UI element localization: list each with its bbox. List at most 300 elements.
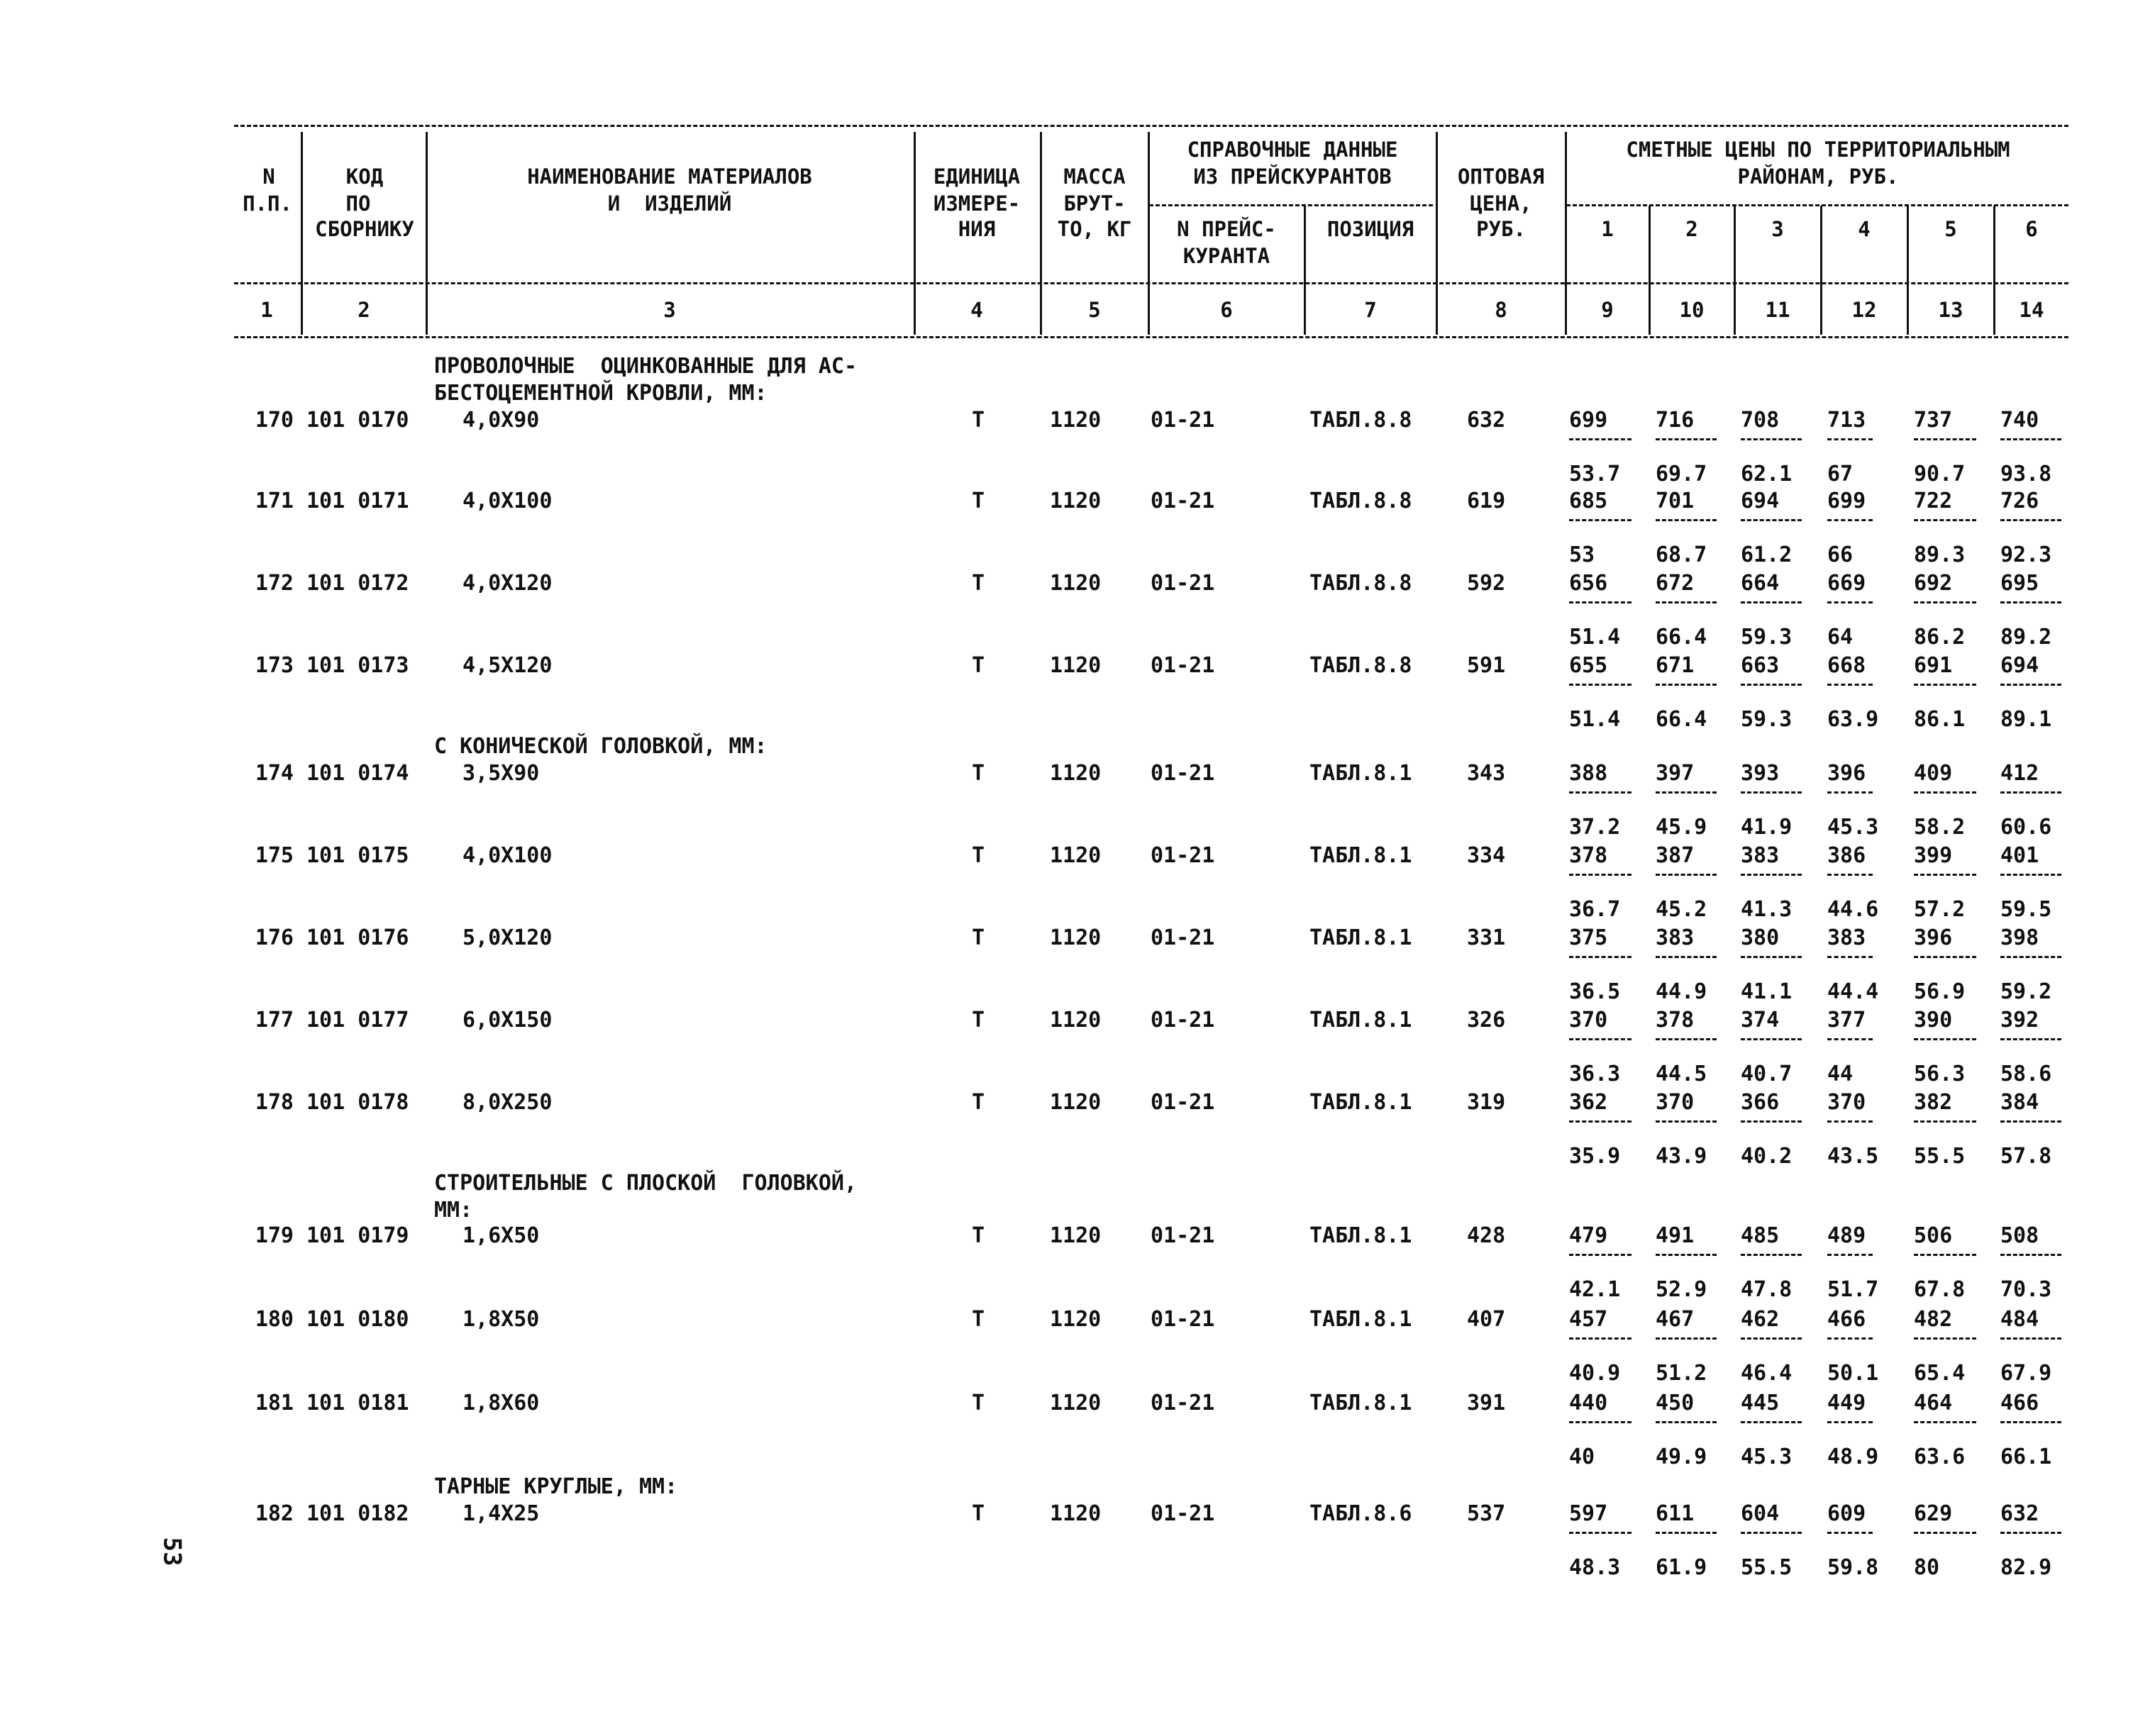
row-174-region-1-fraction-line (1569, 791, 1632, 794)
row-177-region-1-transport: 36.3 (1569, 1062, 1621, 1086)
hdr-region-2: 2 (1685, 217, 1698, 241)
row-180-price_list: 01-21 (1151, 1307, 1215, 1332)
row-172-region-1-transport: 51.4 (1569, 625, 1621, 650)
header-bottom-rule (234, 336, 2068, 338)
section-title-1-l1: ПРОВОЛОЧНЫЕ ОЦИНКОВАННЫЕ ДЛЯ АС- (434, 354, 858, 379)
row-170-region-2-fraction-line (1656, 438, 1717, 440)
row-176-region-4-fraction-line (1827, 956, 1873, 958)
row-180-region-2-price: 467 (1656, 1307, 1695, 1332)
row-180-region-5-transport: 65.4 (1914, 1361, 1966, 1386)
hdr-region-5: 5 (1944, 217, 1957, 241)
row-170-unit: Т (972, 408, 985, 433)
colnum-11: 11 (1765, 298, 1790, 322)
row-180-position: ТАБЛ.8.1 (1309, 1307, 1412, 1332)
row-173-region-6-price: 694 (2000, 653, 2039, 678)
row-170-region-6-transport: 93.8 (2000, 462, 2052, 486)
row-179-region-2-transport: 52.9 (1656, 1277, 1707, 1302)
row-179-region-6-transport: 70.3 (2000, 1277, 2052, 1302)
row-172-name: 4,0X120 (462, 571, 553, 596)
row-171-region-3-fraction-line (1741, 519, 1802, 521)
row-174-region-6-fraction-line (2000, 791, 2061, 794)
row-170-name: 4,0X90 (462, 408, 540, 433)
row-181-region-2-transport: 49.9 (1656, 1445, 1707, 1469)
row-179-region-6-price: 508 (2000, 1223, 2039, 1248)
hdr-estimate-group-l1: СМЕТНЫЕ ЦЕНЫ ПО ТЕРРИТОРИАЛЬНЫМ (1626, 138, 2010, 162)
row-170-position: ТАБЛ.8.8 (1309, 408, 1412, 433)
row-174-mass: 1120 (1050, 761, 1102, 786)
row-181-region-6-transport: 66.1 (2000, 1445, 2052, 1469)
row-171-unit: Т (972, 489, 985, 513)
row-173-region-6-transport: 89.1 (2000, 707, 2052, 732)
row-179-n: 179 (255, 1223, 294, 1248)
row-171-region-1-fraction-line (1569, 519, 1632, 521)
row-182-price_list: 01-21 (1151, 1501, 1215, 1526)
row-173-region-1-price: 655 (1569, 653, 1608, 678)
row-175-region-6-fraction-line (2000, 874, 2061, 876)
row-180-region-1-fraction-line (1569, 1337, 1632, 1340)
hdr-col7: ПОЗИЦИЯ (1326, 217, 1414, 241)
row-176-region-6-transport: 59.2 (2000, 979, 2052, 1004)
row-180-mass: 1120 (1050, 1307, 1102, 1332)
row-175-region-6-price: 401 (2000, 843, 2039, 868)
row-182-region-6-price: 632 (2000, 1501, 2039, 1526)
row-172-region-5-transport: 86.2 (1914, 625, 1966, 650)
colnum-6: 6 (1220, 298, 1233, 322)
row-171-wholesale: 619 (1467, 489, 1506, 513)
row-179-region-1-price: 479 (1569, 1223, 1608, 1248)
row-178-n: 178 (255, 1090, 294, 1115)
row-178-name: 8,0X250 (462, 1090, 553, 1115)
row-172-wholesale: 592 (1467, 571, 1506, 596)
row-177-region-5-fraction-line (1914, 1038, 1976, 1040)
row-173-region-4-price: 668 (1827, 653, 1866, 678)
hdr-col8-l3: РУБ. (1476, 217, 1526, 241)
colnum-3: 3 (663, 298, 676, 322)
row-174-name: 3,5X90 (462, 761, 540, 786)
table-top-rule (234, 125, 2068, 127)
sep-5 (1148, 132, 1150, 335)
row-182-position: ТАБЛ.8.6 (1309, 1501, 1412, 1526)
row-175-region-3-price: 383 (1741, 843, 1780, 868)
colnum-7: 7 (1364, 298, 1377, 322)
row-180-region-6-price: 484 (2000, 1307, 2039, 1332)
row-175-region-4-fraction-line (1827, 874, 1873, 876)
row-176-region-6-price: 398 (2000, 925, 2039, 950)
row-174-region-2-price: 397 (1656, 761, 1695, 786)
row-179-unit: Т (972, 1223, 985, 1248)
row-174-code: 101 0174 (306, 761, 409, 786)
row-181-n: 181 (255, 1391, 294, 1415)
row-181-region-5-transport: 63.6 (1914, 1445, 1966, 1469)
row-178-unit: Т (972, 1090, 985, 1115)
row-170-region-3-price: 708 (1741, 408, 1780, 433)
row-174-region-3-transport: 41.9 (1741, 815, 1793, 840)
row-174-n: 174 (255, 761, 294, 786)
row-178-region-1-fraction-line (1569, 1120, 1632, 1123)
row-175-region-2-transport: 45.2 (1656, 897, 1707, 922)
row-181-region-4-transport: 48.9 (1827, 1445, 1879, 1469)
row-182-region-1-price: 597 (1569, 1501, 1608, 1526)
row-177-wholesale: 326 (1467, 1008, 1506, 1033)
colnum-9: 9 (1601, 298, 1614, 322)
row-182-region-4-transport: 59.8 (1827, 1555, 1879, 1580)
row-171-mass: 1120 (1050, 489, 1102, 513)
sep-10 (1734, 206, 1736, 335)
row-173-region-5-price: 691 (1914, 653, 1953, 678)
row-180-region-3-price: 462 (1741, 1307, 1780, 1332)
row-173-mass: 1120 (1050, 653, 1102, 678)
row-182-region-4-price: 609 (1827, 1501, 1866, 1526)
row-177-region-6-fraction-line (2000, 1038, 2061, 1040)
row-177-n: 177 (255, 1008, 294, 1033)
row-180-region-2-transport: 51.2 (1656, 1361, 1707, 1386)
row-172-region-4-fraction-line (1827, 601, 1873, 603)
row-181-region-3-price: 445 (1741, 1391, 1780, 1415)
row-173-region-4-transport: 63.9 (1827, 707, 1879, 732)
row-173-region-2-price: 671 (1656, 653, 1695, 678)
row-171-region-3-price: 694 (1741, 489, 1780, 513)
row-171-region-4-price: 699 (1827, 489, 1866, 513)
row-178-region-6-fraction-line (2000, 1120, 2061, 1123)
row-171-region-2-price: 701 (1656, 489, 1695, 513)
row-175-code: 101 0175 (306, 843, 409, 868)
row-178-region-4-fraction-line (1827, 1120, 1873, 1123)
row-170-region-2-price: 716 (1656, 408, 1695, 433)
row-177-region-4-price: 377 (1827, 1008, 1866, 1033)
row-171-position: ТАБЛ.8.8 (1309, 489, 1412, 513)
row-170-price_list: 01-21 (1151, 408, 1215, 433)
hdr-col8-l2: ЦЕНА, (1470, 191, 1532, 216)
row-177-unit: Т (972, 1008, 985, 1033)
row-172-region-2-fraction-line (1656, 601, 1717, 603)
row-176-region-2-price: 383 (1656, 925, 1695, 950)
row-181-price_list: 01-21 (1151, 1391, 1215, 1415)
row-173-region-2-fraction-line (1656, 684, 1717, 686)
colnum-5: 5 (1088, 298, 1101, 322)
row-180-code: 101 0180 (306, 1307, 409, 1332)
row-175-region-6-transport: 59.5 (2000, 897, 2052, 922)
row-181-region-5-fraction-line (1914, 1421, 1976, 1423)
row-181-region-2-fraction-line (1656, 1421, 1717, 1423)
row-177-region-5-transport: 56.3 (1914, 1062, 1966, 1086)
row-172-n: 172 (255, 571, 294, 596)
row-180-region-4-fraction-line (1827, 1337, 1873, 1340)
row-182-region-6-transport: 82.9 (2000, 1555, 2052, 1580)
row-174-region-5-fraction-line (1914, 791, 1976, 794)
row-177-region-1-fraction-line (1569, 1038, 1632, 1040)
row-170-region-1-fraction-line (1569, 438, 1632, 440)
colnum-8: 8 (1495, 298, 1507, 322)
row-176-region-5-price: 396 (1914, 925, 1953, 950)
row-179-region-1-fraction-line (1569, 1254, 1632, 1256)
row-177-region-3-fraction-line (1741, 1038, 1802, 1040)
colnum-12: 12 (1851, 298, 1877, 322)
row-181-region-1-transport: 40 (1569, 1445, 1595, 1469)
page-number: 53 (157, 1537, 187, 1567)
row-172-region-3-transport: 59.3 (1741, 625, 1793, 650)
row-178-region-4-price: 370 (1827, 1090, 1866, 1115)
row-182-n: 182 (255, 1501, 294, 1526)
row-170-region-1-price: 699 (1569, 408, 1608, 433)
row-181-region-4-fraction-line (1827, 1421, 1873, 1423)
row-171-region-4-fraction-line (1827, 519, 1873, 521)
row-182-region-2-price: 611 (1656, 1501, 1695, 1526)
row-173-region-4-fraction-line (1827, 684, 1873, 686)
row-178-region-3-price: 366 (1741, 1090, 1780, 1115)
row-172-region-2-transport: 66.4 (1656, 625, 1707, 650)
row-182-region-1-transport: 48.3 (1569, 1555, 1621, 1580)
row-182-unit: Т (972, 1501, 985, 1526)
colnum-14: 14 (2019, 298, 2044, 322)
row-178-region-6-transport: 57.8 (2000, 1144, 2052, 1169)
hdr-col6-l2: КУРАНТА (1182, 244, 1270, 268)
row-173-wholesale: 591 (1467, 653, 1506, 678)
row-181-name: 1,8X60 (462, 1391, 540, 1415)
sep-11 (1820, 206, 1822, 335)
row-180-region-3-fraction-line (1741, 1337, 1802, 1340)
row-179-region-2-fraction-line (1656, 1254, 1717, 1256)
row-170-region-3-fraction-line (1741, 438, 1802, 440)
row-172-region-1-fraction-line (1569, 601, 1632, 603)
row-173-region-6-fraction-line (2000, 684, 2061, 686)
row-170-region-6-price: 740 (2000, 408, 2039, 433)
row-179-region-6-fraction-line (2000, 1254, 2061, 1256)
row-173-unit: Т (972, 653, 985, 678)
hdr-region-1: 1 (1601, 217, 1614, 241)
row-177-region-6-price: 392 (2000, 1008, 2039, 1033)
row-180-unit: Т (972, 1307, 985, 1332)
row-182-region-3-transport: 55.5 (1741, 1555, 1793, 1580)
row-172-position: ТАБЛ.8.8 (1309, 571, 1412, 596)
row-173-region-5-fraction-line (1914, 684, 1976, 686)
row-182-region-5-transport: 80 (1914, 1555, 1940, 1580)
row-172-region-4-transport: 64 (1827, 625, 1854, 650)
row-173-region-1-transport: 51.4 (1569, 707, 1621, 732)
section-title-4: ТАРНЫЕ КРУГЛЫЕ, ММ: (434, 1474, 678, 1499)
section-title-3-l1: СТРОИТЕЛЬНЫЕ С ПЛОСКОЙ ГОЛОВКОЙ, (434, 1171, 858, 1196)
row-181-wholesale: 391 (1467, 1391, 1506, 1415)
sep-13 (1993, 206, 1995, 335)
hdr-region-3: 3 (1771, 217, 1784, 241)
row-177-region-3-transport: 40.7 (1741, 1062, 1793, 1086)
row-178-region-4-transport: 43.5 (1827, 1144, 1879, 1169)
row-174-region-4-fraction-line (1827, 791, 1873, 794)
row-172-region-5-fraction-line (1914, 601, 1976, 603)
row-177-region-2-transport: 44.5 (1656, 1062, 1707, 1086)
row-177-region-3-price: 374 (1741, 1008, 1780, 1033)
row-178-region-6-price: 384 (2000, 1090, 2039, 1115)
row-176-region-6-fraction-line (2000, 956, 2061, 958)
row-179-region-3-fraction-line (1741, 1254, 1802, 1256)
row-177-name: 6,0X150 (462, 1008, 553, 1033)
row-170-region-4-price: 713 (1827, 408, 1866, 433)
row-176-region-1-transport: 36.5 (1569, 979, 1621, 1004)
sep-4 (1040, 132, 1042, 335)
row-180-region-1-transport: 40.9 (1569, 1361, 1621, 1386)
row-182-region-2-transport: 61.9 (1656, 1555, 1707, 1580)
row-171-region-6-fraction-line (2000, 519, 2061, 521)
row-172-region-5-price: 692 (1914, 571, 1953, 596)
row-180-wholesale: 407 (1467, 1307, 1506, 1332)
row-178-region-1-transport: 35.9 (1569, 1144, 1621, 1169)
section-title-2: С КОНИЧЕСКОЙ ГОЛОВКОЙ, ММ: (434, 734, 768, 759)
row-175-region-2-price: 387 (1656, 843, 1695, 868)
colnum-2: 2 (358, 298, 370, 322)
row-171-region-6-price: 726 (2000, 489, 2039, 513)
row-171-region-1-price: 685 (1569, 489, 1608, 513)
hdr-col4-l3: НИЯ (958, 217, 996, 241)
row-178-region-3-transport: 40.2 (1741, 1144, 1793, 1169)
row-181-region-5-price: 464 (1914, 1391, 1953, 1415)
row-172-code: 101 0172 (306, 571, 409, 596)
row-182-region-4-fraction-line (1827, 1532, 1873, 1534)
row-176-region-5-fraction-line (1914, 956, 1976, 958)
row-176-region-3-fraction-line (1741, 956, 1802, 958)
row-170-region-5-transport: 90.7 (1914, 462, 1966, 486)
row-175-wholesale: 334 (1467, 843, 1506, 868)
row-172-region-4-price: 669 (1827, 571, 1866, 596)
hdr-col4-l2: ИЗМЕРЕ- (933, 191, 1021, 216)
row-182-mass: 1120 (1050, 1501, 1102, 1526)
row-179-region-5-price: 506 (1914, 1223, 1953, 1248)
row-176-region-1-fraction-line (1569, 956, 1632, 958)
row-174-region-4-price: 396 (1827, 761, 1866, 786)
row-176-region-4-transport: 44.4 (1827, 979, 1879, 1004)
sep-2 (426, 132, 428, 335)
hdr-col1-l1: N (262, 165, 275, 189)
row-175-region-4-transport: 44.6 (1827, 897, 1879, 922)
row-174-region-6-price: 412 (2000, 761, 2039, 786)
row-178-region-5-fraction-line (1914, 1120, 1976, 1123)
row-177-position: ТАБЛ.8.1 (1309, 1008, 1412, 1033)
hdr-estimate-group-l2: РАЙОНАМ, РУБ. (1737, 165, 1899, 189)
row-174-region-2-fraction-line (1656, 791, 1717, 794)
row-170-code: 101 0170 (306, 408, 409, 433)
row-181-unit: Т (972, 1391, 985, 1415)
row-176-region-4-price: 383 (1827, 925, 1866, 950)
row-174-wholesale: 343 (1467, 761, 1506, 786)
row-181-position: ТАБЛ.8.1 (1309, 1391, 1412, 1415)
row-172-region-3-price: 664 (1741, 571, 1780, 596)
row-178-region-5-transport: 55.5 (1914, 1144, 1966, 1169)
group-sub-rule-67 (1149, 204, 1433, 206)
row-182-wholesale: 537 (1467, 1501, 1506, 1526)
row-174-region-3-fraction-line (1741, 791, 1802, 794)
section-title-3-l2: ММ: (434, 1198, 473, 1223)
row-177-region-4-transport: 44 (1827, 1062, 1854, 1086)
colnum-10: 10 (1679, 298, 1705, 322)
row-180-region-6-transport: 67.9 (2000, 1361, 2052, 1386)
row-175-region-5-fraction-line (1914, 874, 1976, 876)
row-176-unit: Т (972, 925, 985, 950)
row-182-region-5-fraction-line (1914, 1532, 1976, 1534)
row-181-region-3-fraction-line (1741, 1421, 1802, 1423)
row-171-region-3-transport: 61.2 (1741, 542, 1793, 567)
row-173-name: 4,5X120 (462, 653, 553, 678)
row-181-region-4-price: 449 (1827, 1391, 1866, 1415)
row-179-region-5-fraction-line (1914, 1254, 1976, 1256)
row-180-name: 1,8X50 (462, 1307, 540, 1332)
row-181-region-6-price: 466 (2000, 1391, 2039, 1415)
row-181-mass: 1120 (1050, 1391, 1102, 1415)
row-174-unit: Т (972, 761, 985, 786)
row-170-region-4-fraction-line (1827, 438, 1873, 440)
row-175-region-3-fraction-line (1741, 874, 1802, 876)
colnum-4: 4 (970, 298, 983, 322)
row-175-region-5-transport: 57.2 (1914, 897, 1966, 922)
row-172-region-2-price: 672 (1656, 571, 1695, 596)
row-176-region-1-price: 375 (1569, 925, 1608, 950)
row-179-region-3-price: 485 (1741, 1223, 1780, 1248)
row-175-region-5-price: 399 (1914, 843, 1953, 868)
row-174-position: ТАБЛ.8.1 (1309, 761, 1412, 786)
hdr-col8-l1: ОПТОВАЯ (1457, 165, 1545, 189)
row-178-code: 101 0178 (306, 1090, 409, 1115)
row-180-region-5-price: 482 (1914, 1307, 1953, 1332)
row-170-region-2-transport: 69.7 (1656, 462, 1707, 486)
column-number-rule (234, 282, 2068, 284)
row-180-region-4-transport: 50.1 (1827, 1361, 1879, 1386)
hdr-col3-l2: И ИЗДЕЛИЙ (607, 191, 732, 216)
row-171-region-5-transport: 89.3 (1914, 542, 1966, 567)
hdr-region-4: 4 (1858, 217, 1871, 241)
row-182-region-1-fraction-line (1569, 1532, 1632, 1534)
row-173-region-5-transport: 86.1 (1914, 707, 1966, 732)
row-175-price_list: 01-21 (1151, 843, 1215, 868)
row-179-mass: 1120 (1050, 1223, 1102, 1248)
hdr-col2-l2: ПО (345, 191, 371, 216)
row-176-name: 5,0X120 (462, 925, 553, 950)
row-171-n: 171 (255, 489, 294, 513)
row-177-region-6-transport: 58.6 (2000, 1062, 2052, 1086)
colnum-13: 13 (1938, 298, 1963, 322)
row-178-wholesale: 319 (1467, 1090, 1506, 1115)
row-173-code: 101 0173 (306, 653, 409, 678)
row-182-region-6-fraction-line (2000, 1532, 2061, 1534)
row-171-region-2-fraction-line (1656, 519, 1717, 521)
hdr-ref-group-l1: СПРАВОЧНЫЕ ДАННЫЕ (1187, 138, 1398, 162)
row-172-unit: Т (972, 571, 985, 596)
row-174-region-6-transport: 60.6 (2000, 815, 2052, 840)
hdr-col4-l1: ЕДИНИЦА (933, 165, 1021, 189)
sep-12 (1907, 206, 1909, 335)
row-170-region-4-transport: 67 (1827, 462, 1854, 486)
row-179-region-1-transport: 42.1 (1569, 1277, 1621, 1302)
row-176-code: 101 0176 (306, 925, 409, 950)
row-174-region-5-price: 409 (1914, 761, 1953, 786)
hdr-col5-l3: ТО, КГ (1057, 217, 1132, 241)
row-173-price_list: 01-21 (1151, 653, 1215, 678)
row-179-region-4-transport: 51.7 (1827, 1277, 1879, 1302)
row-181-region-2-price: 450 (1656, 1391, 1695, 1415)
row-178-price_list: 01-21 (1151, 1090, 1215, 1115)
sep-6 (1304, 206, 1306, 335)
row-173-n: 173 (255, 653, 294, 678)
row-176-mass: 1120 (1050, 925, 1102, 950)
row-181-region-1-fraction-line (1569, 1421, 1632, 1423)
row-175-region-1-price: 378 (1569, 843, 1608, 868)
row-172-region-6-transport: 89.2 (2000, 625, 2052, 650)
row-171-region-5-fraction-line (1914, 519, 1976, 521)
hdr-ref-group-l2: ИЗ ПРЕЙСКУРАНТОВ (1193, 165, 1392, 189)
row-172-region-6-price: 695 (2000, 571, 2039, 596)
row-173-region-3-fraction-line (1741, 684, 1802, 686)
row-170-region-5-price: 737 (1914, 408, 1953, 433)
row-178-region-1-price: 362 (1569, 1090, 1608, 1115)
row-178-region-2-fraction-line (1656, 1120, 1717, 1123)
row-178-position: ТАБЛ.8.1 (1309, 1090, 1412, 1115)
row-170-region-6-fraction-line (2000, 438, 2061, 440)
